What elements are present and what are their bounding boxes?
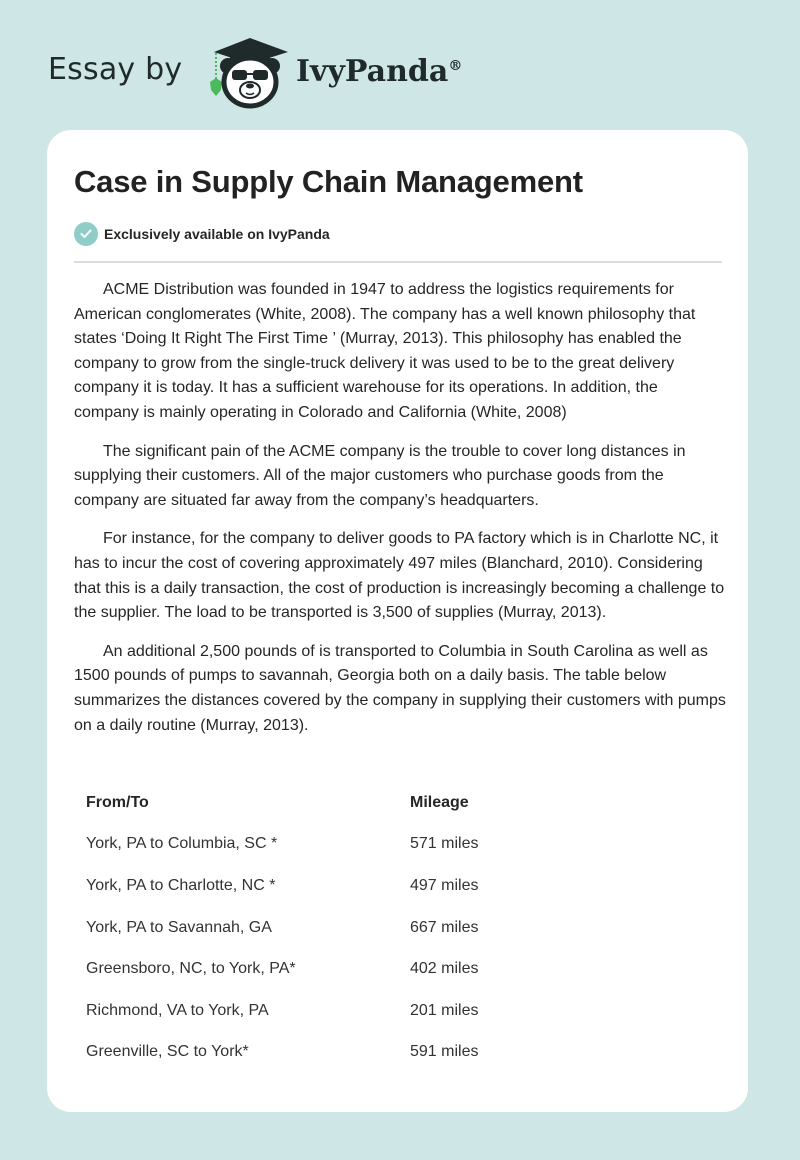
check-circle-icon bbox=[74, 222, 98, 246]
paragraph: The significant pain of the ACME company is the trouble to cover long distances in supplying their customers. All of the major customers who purchase goods from the company are situated far away from the company’s headquarters. bbox=[74, 442, 686, 509]
panda-logo-icon[interactable] bbox=[200, 34, 296, 110]
badge-text: Exclusively available on IvyPanda bbox=[104, 226, 330, 242]
route-cell: York, PA to Savannah, GA bbox=[86, 918, 272, 936]
divider bbox=[74, 261, 722, 263]
brand-name[interactable] bbox=[296, 54, 462, 89]
registered-mark: ® bbox=[448, 58, 463, 74]
site-header bbox=[0, 0, 800, 130]
brand-name-text: IvyPanda bbox=[296, 54, 449, 89]
table-row bbox=[86, 824, 586, 866]
table-row bbox=[86, 865, 586, 907]
mileage-cell: 402 miles bbox=[410, 960, 479, 978]
column-header-mileage: Mileage bbox=[410, 793, 469, 811]
paragraph: ACME Distribution was founded in 1947 to address the logistics requirements for American conglomerates (White, 2008). The company has a well known philosophy that states ‘Doing It Right The First Time ’ (Murray, 2013). This philosophy has enabled the company to grow from the single-truck delivery it was used to be to the great delivery company it is today. It has a sufficient warehouse for its operations. In addition, the company is mainly operating in Colorado and California (White, 2008) bbox=[74, 281, 696, 421]
table-row bbox=[86, 948, 586, 990]
mileage-cell: 667 miles bbox=[410, 918, 479, 936]
route-cell: Greenville, SC to York* bbox=[86, 1043, 249, 1061]
mileage-table bbox=[86, 782, 586, 1073]
table-row bbox=[86, 907, 586, 949]
paragraph: An additional 2,500 pounds of is transported to Columbia in South Carolina as well as 1500 pounds of pumps to savannah, Georgia both on a daily basis. The table below summarizes the distances covered by the company in supplying their customers with pumps on a daily routine (Murray, 2013). bbox=[74, 642, 726, 734]
route-cell: York, PA to Charlotte, NC * bbox=[86, 876, 276, 894]
brand-prefix: Essay by bbox=[48, 52, 183, 87]
route-cell: Greensboro, NC, to York, PA* bbox=[86, 960, 296, 978]
exclusive-badge bbox=[74, 222, 330, 246]
mileage-cell: 201 miles bbox=[410, 1001, 479, 1019]
column-header-from-to: From/To bbox=[86, 793, 149, 811]
mileage-cell: 571 miles bbox=[410, 835, 479, 853]
table-row bbox=[86, 1032, 586, 1074]
table-row bbox=[86, 990, 586, 1032]
mileage-cell: 591 miles bbox=[410, 1043, 479, 1061]
paragraph: For instance, for the company to deliver goods to PA factory which is in Charlotte NC, it has to incur the cost of covering approximately 497 miles (Blanchard, 2010). Considering that this is a daily transaction, the cost of production is increasingly becoming a challenge to the supplier. The load to be transported is 3,500 of supplies (Murray, 2013). bbox=[74, 530, 725, 622]
route-cell: Richmond, VA to York, PA bbox=[86, 1001, 269, 1019]
route-cell: York, PA to Columbia, SC * bbox=[86, 835, 278, 853]
table-header-row bbox=[86, 782, 586, 824]
mileage-cell: 497 miles bbox=[410, 876, 479, 894]
essay-body bbox=[74, 278, 726, 752]
essay-card bbox=[47, 130, 748, 1112]
page-title: Case in Supply Chain Management bbox=[74, 164, 583, 199]
